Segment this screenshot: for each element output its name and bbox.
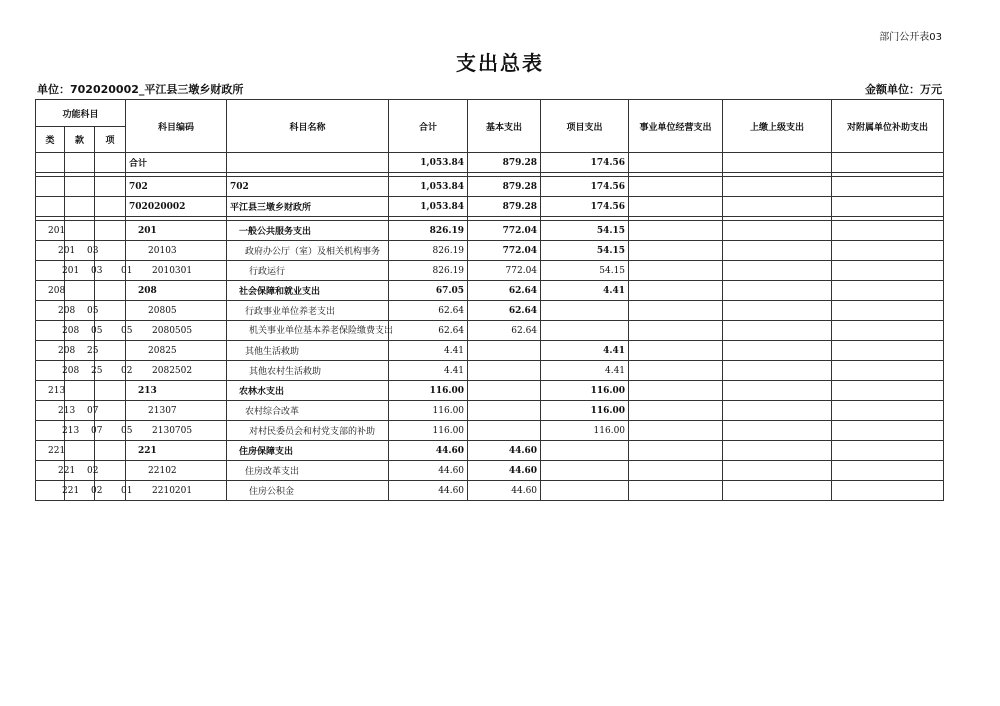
empty-cell	[832, 153, 944, 173]
cell-xiang: 01	[95, 481, 126, 501]
empty-cell	[629, 221, 723, 241]
cell-lei: 208	[36, 341, 65, 361]
cell-kuan	[65, 153, 95, 173]
cell-basic: 879.28	[468, 197, 541, 217]
table-row	[36, 361, 944, 381]
cell-name: 住房公积金	[227, 481, 389, 501]
cell-total: 62.64	[389, 321, 468, 341]
cell-code: 2210201	[126, 481, 227, 501]
cell-code: 208	[126, 281, 227, 301]
cell-basic	[468, 401, 541, 421]
header-lei: 类	[36, 127, 65, 153]
table-row	[36, 281, 944, 301]
empty-cell	[629, 177, 723, 197]
cell-xiang	[95, 281, 126, 301]
empty-cell	[629, 401, 723, 421]
empty-cell	[629, 197, 723, 217]
cell-project: 54.15	[541, 221, 629, 241]
form-code: 部门公开表03	[879, 32, 942, 43]
cell-code: 20825	[126, 341, 227, 361]
empty-cell	[832, 361, 944, 381]
empty-cell	[629, 481, 723, 501]
cell-total: 4.41	[389, 361, 468, 381]
header-function-subject: 功能科目	[36, 100, 126, 127]
cell-total: 4.41	[389, 341, 468, 361]
table-row	[36, 153, 944, 173]
cell-project	[541, 321, 629, 341]
cell-total: 116.00	[389, 401, 468, 421]
cell-name: 行政运行	[227, 261, 389, 281]
cell-basic: 62.64	[468, 281, 541, 301]
header-subsidy: 对附属单位补助支出	[832, 100, 944, 153]
page-title: 支出总表	[456, 51, 544, 75]
cell-lei: 201	[36, 221, 65, 241]
cell-project	[541, 441, 629, 461]
table-row	[36, 401, 944, 421]
cell-lei	[36, 177, 65, 197]
cell-project: 116.00	[541, 381, 629, 401]
cell-basic	[468, 361, 541, 381]
table-row	[36, 481, 944, 501]
header-subject-code: 科目编码	[126, 100, 227, 153]
unit-label: 单位：702020002_平江县三墩乡财政所	[37, 83, 244, 96]
cell-name: 住房保障支出	[227, 441, 389, 461]
empty-cell	[629, 301, 723, 321]
empty-cell	[723, 361, 832, 381]
cell-lei: 221	[36, 481, 65, 501]
cell-name: 政府办公厅（室）及相关机构事务	[227, 241, 389, 261]
cell-code: 2010301	[126, 261, 227, 281]
empty-cell	[832, 241, 944, 261]
cell-code: 213	[126, 381, 227, 401]
table-row	[36, 381, 944, 401]
empty-cell	[832, 321, 944, 341]
header-subject-name: 科目名称	[227, 100, 389, 153]
cell-total: 1,053.84	[389, 153, 468, 173]
cell-total: 116.00	[389, 421, 468, 441]
cell-code: 201	[126, 221, 227, 241]
cell-name	[227, 153, 389, 173]
empty-cell	[723, 301, 832, 321]
empty-cell	[723, 153, 832, 173]
empty-cell	[723, 421, 832, 441]
cell-xiang: 01	[95, 261, 126, 281]
empty-cell	[723, 481, 832, 501]
cell-total: 67.05	[389, 281, 468, 301]
empty-cell	[723, 261, 832, 281]
empty-cell	[832, 221, 944, 241]
cell-lei: 208	[36, 281, 65, 301]
cell-lei: 213	[36, 401, 65, 421]
empty-cell	[832, 401, 944, 421]
cell-xiang	[95, 401, 126, 421]
cell-basic: 44.60	[468, 481, 541, 501]
cell-xiang: 02	[95, 361, 126, 381]
empty-cell	[832, 461, 944, 481]
cell-kuan: 25	[65, 341, 95, 361]
cell-name: 行政事业单位养老支出	[227, 301, 389, 321]
expenditure-table	[35, 99, 944, 501]
cell-lei: 221	[36, 461, 65, 481]
cell-basic: 62.64	[468, 301, 541, 321]
cell-lei: 221	[36, 441, 65, 461]
cell-total: 62.64	[389, 301, 468, 321]
empty-cell	[723, 401, 832, 421]
empty-cell	[832, 421, 944, 441]
cell-code: 20805	[126, 301, 227, 321]
empty-cell	[723, 197, 832, 217]
empty-cell	[723, 321, 832, 341]
cell-lei: 208	[36, 361, 65, 381]
cell-kuan: 25	[65, 361, 95, 381]
empty-cell	[832, 381, 944, 401]
cell-project: 4.41	[541, 281, 629, 301]
header-kuan: 款	[65, 127, 95, 153]
cell-total: 44.60	[389, 461, 468, 481]
cell-code: 20103	[126, 241, 227, 261]
cell-name: 一般公共服务支出	[227, 221, 389, 241]
cell-basic: 62.64	[468, 321, 541, 341]
cell-basic: 879.28	[468, 153, 541, 173]
cell-basic: 879.28	[468, 177, 541, 197]
cell-lei: 213	[36, 421, 65, 441]
cell-total: 44.60	[389, 441, 468, 461]
cell-kuan: 07	[65, 401, 95, 421]
header-total: 合计	[389, 100, 468, 153]
cell-kuan: 05	[65, 321, 95, 341]
cell-lei: 201	[36, 241, 65, 261]
empty-cell	[629, 153, 723, 173]
empty-cell	[832, 441, 944, 461]
cell-project: 116.00	[541, 401, 629, 421]
empty-cell	[723, 221, 832, 241]
empty-cell	[629, 241, 723, 261]
cell-name: 702	[227, 177, 389, 197]
cell-name: 对村民委员会和村党支部的补助	[227, 421, 389, 441]
header-upper-remittance: 上缴上级支出	[723, 100, 832, 153]
cell-lei: 213	[36, 381, 65, 401]
cell-code: 2082502	[126, 361, 227, 381]
cell-project	[541, 481, 629, 501]
cell-lei	[36, 153, 65, 173]
empty-cell	[832, 177, 944, 197]
empty-cell	[723, 241, 832, 261]
cell-kuan	[65, 177, 95, 197]
cell-xiang	[95, 197, 126, 217]
table-row	[36, 261, 944, 281]
cell-basic: 44.60	[468, 441, 541, 461]
cell-xiang	[95, 381, 126, 401]
empty-cell	[723, 341, 832, 361]
table-row	[36, 341, 944, 361]
table-row	[36, 441, 944, 461]
empty-cell	[629, 461, 723, 481]
empty-cell	[832, 481, 944, 501]
cell-basic	[468, 341, 541, 361]
cell-basic: 772.04	[468, 241, 541, 261]
empty-cell	[629, 441, 723, 461]
empty-cell	[832, 341, 944, 361]
cell-name: 社会保障和就业支出	[227, 281, 389, 301]
empty-cell	[832, 197, 944, 217]
amount-unit-label: 金额单位：万元	[865, 83, 942, 96]
cell-lei: 208	[36, 321, 65, 341]
empty-cell	[832, 281, 944, 301]
cell-xiang	[95, 221, 126, 241]
table-body	[36, 153, 944, 501]
empty-cell	[832, 261, 944, 281]
cell-xiang: 05	[95, 321, 126, 341]
cell-name: 住房改革支出	[227, 461, 389, 481]
header-xiang: 项	[95, 127, 126, 153]
cell-lei: 201	[36, 261, 65, 281]
cell-project: 4.41	[541, 361, 629, 381]
cell-code: 702020002	[126, 197, 227, 217]
cell-basic: 772.04	[468, 261, 541, 281]
table-row	[36, 197, 944, 217]
cell-xiang	[95, 153, 126, 173]
empty-cell	[723, 281, 832, 301]
cell-name: 平江县三墩乡财政所	[227, 197, 389, 217]
cell-code: 2080505	[126, 321, 227, 341]
cell-kuan: 05	[65, 301, 95, 321]
cell-basic: 772.04	[468, 221, 541, 241]
empty-cell	[723, 441, 832, 461]
table-row	[36, 177, 944, 197]
cell-xiang	[95, 461, 126, 481]
empty-cell	[629, 261, 723, 281]
cell-project: 54.15	[541, 261, 629, 281]
table-row	[36, 301, 944, 321]
cell-code: 合计	[126, 153, 227, 173]
header-project-expenditure: 项目支出	[541, 100, 629, 153]
cell-lei	[36, 197, 65, 217]
cell-xiang: 05	[95, 421, 126, 441]
cell-code: 21307	[126, 401, 227, 421]
cell-kuan: 07	[65, 421, 95, 441]
cell-total: 826.19	[389, 261, 468, 281]
empty-cell	[629, 321, 723, 341]
cell-xiang	[95, 177, 126, 197]
empty-cell	[629, 381, 723, 401]
cell-kuan: 03	[65, 261, 95, 281]
cell-code: 702	[126, 177, 227, 197]
cell-kuan	[65, 281, 95, 301]
cell-xiang	[95, 441, 126, 461]
cell-xiang	[95, 241, 126, 261]
cell-total: 826.19	[389, 241, 468, 261]
empty-cell	[629, 281, 723, 301]
cell-kuan	[65, 381, 95, 401]
cell-xiang	[95, 341, 126, 361]
empty-cell	[629, 361, 723, 381]
cell-xiang	[95, 301, 126, 321]
cell-project: 116.00	[541, 421, 629, 441]
table-row	[36, 461, 944, 481]
cell-kuan	[65, 197, 95, 217]
cell-name: 农村综合改革	[227, 401, 389, 421]
cell-project	[541, 301, 629, 321]
cell-lei: 208	[36, 301, 65, 321]
cell-total: 1,053.84	[389, 177, 468, 197]
cell-kuan: 03	[65, 241, 95, 261]
cell-total: 826.19	[389, 221, 468, 241]
empty-cell	[832, 301, 944, 321]
cell-basic	[468, 381, 541, 401]
cell-project: 174.56	[541, 197, 629, 217]
cell-total: 44.60	[389, 481, 468, 501]
cell-total: 1,053.84	[389, 197, 468, 217]
empty-cell	[723, 177, 832, 197]
cell-basic	[468, 421, 541, 441]
empty-cell	[723, 461, 832, 481]
header-basic-expenditure: 基本支出	[468, 100, 541, 153]
cell-kuan	[65, 221, 95, 241]
cell-basic: 44.60	[468, 461, 541, 481]
cell-code: 221	[126, 441, 227, 461]
cell-code: 22102	[126, 461, 227, 481]
cell-name: 其他生活救助	[227, 341, 389, 361]
header-enterprise-expenditure: 事业单位经营支出	[629, 100, 723, 153]
cell-project: 174.56	[541, 177, 629, 197]
cell-name: 其他农村生活救助	[227, 361, 389, 381]
table-row	[36, 321, 944, 341]
table-row	[36, 421, 944, 441]
cell-project: 4.41	[541, 341, 629, 361]
cell-project	[541, 461, 629, 481]
cell-name: 农林水支出	[227, 381, 389, 401]
empty-cell	[629, 341, 723, 361]
cell-code: 2130705	[126, 421, 227, 441]
empty-cell	[629, 421, 723, 441]
cell-project: 54.15	[541, 241, 629, 261]
cell-kuan: 02	[65, 461, 95, 481]
cell-project: 174.56	[541, 153, 629, 173]
cell-kuan	[65, 441, 95, 461]
table-row	[36, 221, 944, 241]
table-row	[36, 241, 944, 261]
cell-name: 机关事业单位基本养老保险缴费支出	[227, 321, 389, 341]
empty-cell	[723, 381, 832, 401]
cell-kuan: 02	[65, 481, 95, 501]
cell-total: 116.00	[389, 381, 468, 401]
